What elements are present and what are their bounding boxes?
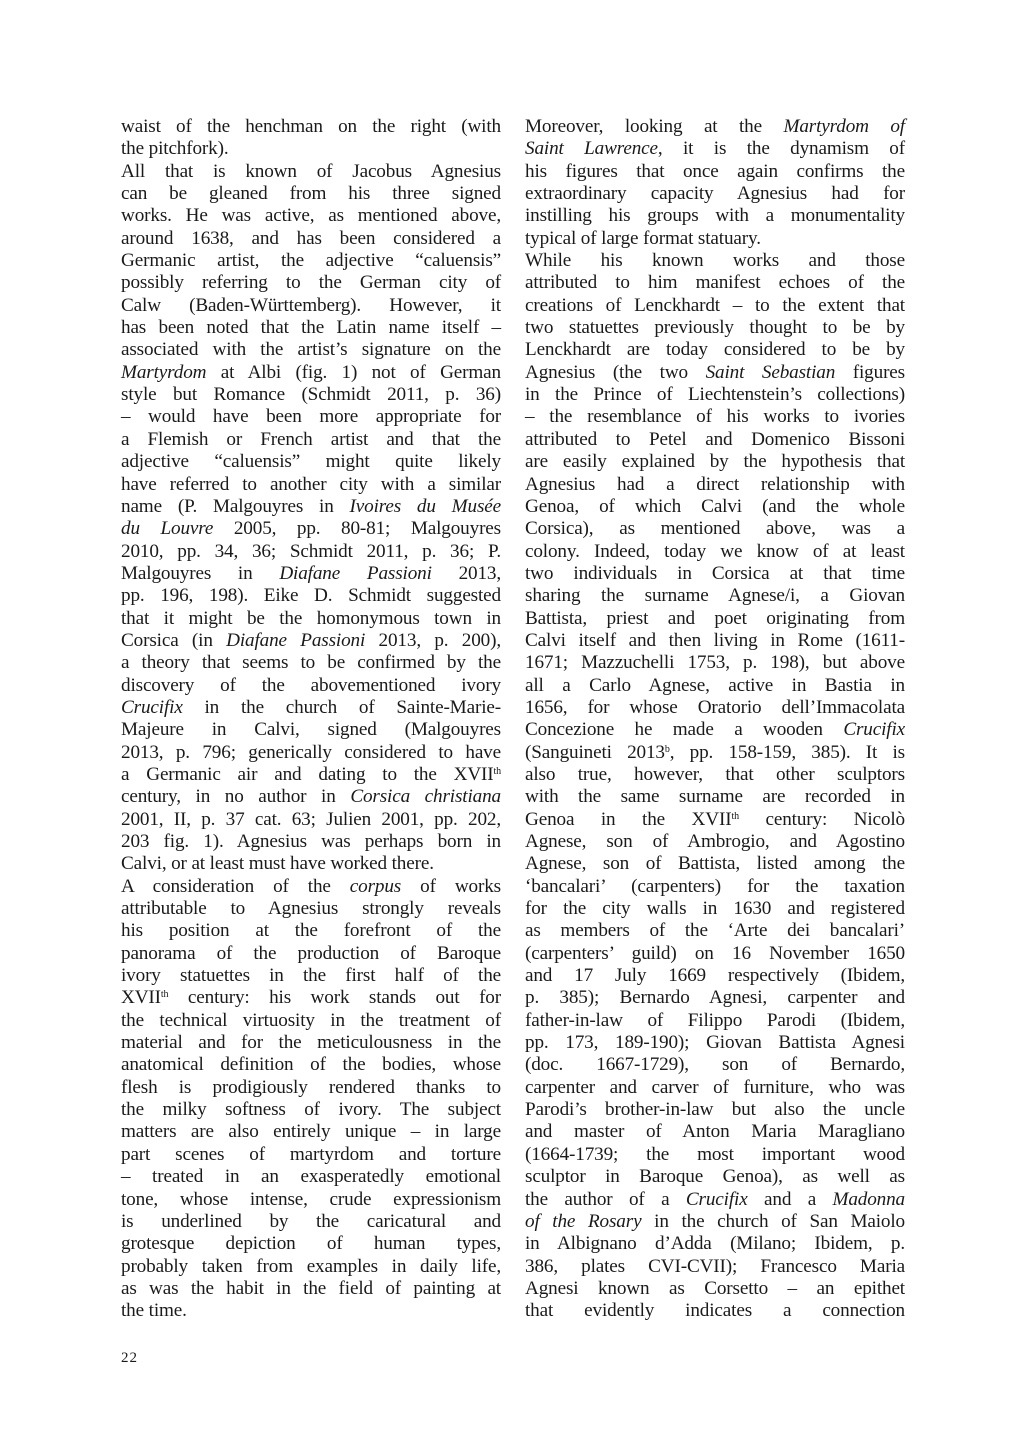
text-line (525, 496, 905, 518)
text-line (525, 451, 905, 473)
text-line (525, 541, 905, 563)
text-line (525, 965, 905, 987)
italic-title: of the Rosary (525, 1210, 642, 1232)
text-line (525, 1166, 905, 1188)
text-line (121, 987, 501, 1009)
text-line (121, 496, 501, 518)
text-line (525, 429, 905, 451)
text-line (525, 250, 905, 272)
italic-title: Martyrdom of (783, 116, 905, 137)
text-line (121, 1278, 501, 1300)
text-line (121, 608, 501, 630)
text-line (121, 451, 501, 473)
line-text: colony. Indeed, today we know of at least (525, 540, 905, 562)
line-text: Majeure in Calvi, signed (Malgouyres (121, 719, 501, 741)
text-line (525, 1189, 905, 1211)
line-text: 1656, for whose Oratorio dell’Immacolata (525, 696, 905, 718)
text-line (525, 1278, 905, 1300)
text-line (525, 1121, 905, 1143)
text-line (121, 362, 501, 384)
superscript: th (731, 810, 739, 822)
text-line (525, 1233, 905, 1255)
text-line (525, 1077, 905, 1099)
line-text: associated with the artist’s signature on the (121, 339, 501, 361)
line-text: waist of the henchman on the right (with (121, 116, 501, 137)
line-text: (Sanguineti 2013 (525, 741, 665, 763)
text-line (525, 295, 905, 317)
text-line (525, 1300, 905, 1322)
text-line (121, 965, 501, 987)
text-line (525, 585, 905, 607)
line-text: – the resemblance of his works to ivories (525, 406, 905, 428)
text-line (525, 630, 905, 652)
text-line (525, 563, 905, 585)
line-text: the technical virtuosity in the treatment of (121, 1009, 501, 1031)
line-text: carpenter and carver of furniture, who was (525, 1076, 905, 1098)
text-line (121, 652, 501, 674)
text-line (121, 429, 501, 451)
text-line (121, 1144, 501, 1166)
text-line (121, 1077, 501, 1099)
text-line (525, 518, 905, 540)
italic-title: Diafane Passioni (226, 629, 366, 651)
line-text: the time. (121, 1300, 187, 1322)
line-text: Parodi’s brother-in-law but also the uncle (525, 1099, 905, 1121)
text-line (525, 1144, 905, 1166)
line-text: the milky softness of ivory. The subject (121, 1099, 501, 1121)
line-text: 2001, II, p. 37 cat. 63; Julien 2001, pp. 202, (121, 808, 501, 830)
line-text: for the city walls in 1630 and registered (525, 898, 905, 920)
line-text: in Albignano d’Adda (Milano; Ibidem, p. (525, 1233, 905, 1255)
line-text: extraordinary capacity Agnesius had for (525, 183, 905, 205)
line-text: – treated in an exasperatedly emotional (121, 1166, 501, 1188)
line-text: name (P. Malgouyres in (121, 495, 350, 517)
line-text: Calvi itself and then living in Rome (1611- (525, 629, 905, 651)
line-text: sculptor in Baroque Genoa), as well as (525, 1166, 905, 1188)
line-text: Lenckhardt are today considered to be by (525, 339, 905, 361)
line-text: as was the habit in the field of painting at (121, 1277, 501, 1299)
text-line (121, 272, 501, 294)
text-line (121, 474, 501, 496)
line-text: (1664-1739; the most important wood (525, 1143, 905, 1165)
line-text: the author of a (525, 1188, 686, 1210)
line-text: , pp. 158-159, 385). It is (669, 741, 905, 763)
line-text: 2013, p. 796; generically considered to have (121, 741, 501, 763)
line-text: flesh is prodigiously rendered thanks to (121, 1076, 501, 1098)
italic-title: Crucifix (843, 719, 905, 741)
text-line (121, 809, 501, 831)
italic-title: Crucifix (685, 1188, 748, 1210)
text-line (525, 742, 905, 764)
line-text: ivory statuettes in the first half of the (121, 965, 501, 987)
text-line (121, 1121, 501, 1143)
line-text: 2013, p. 200), (365, 629, 501, 651)
text-line (525, 1099, 905, 1121)
line-text: and master of Anton Maria Maragliano (525, 1121, 905, 1143)
line-text: is underlined by the caricatural and (121, 1210, 501, 1232)
line-text: Genoa in the XVII (525, 808, 732, 830)
text-line (525, 1054, 905, 1076)
text-line (525, 675, 905, 697)
line-text: ‘bancalari’ (carpenters) for the taxation (525, 875, 905, 897)
text-line (121, 1233, 501, 1255)
line-text: XVII (121, 987, 161, 1009)
line-text: and a (747, 1188, 833, 1210)
text-line (525, 876, 905, 898)
line-text: Corsica (in (121, 629, 227, 651)
text-line (121, 697, 501, 719)
line-text: in the Prince of Liechtenstein’s collections) (525, 384, 905, 406)
text-line (525, 362, 905, 384)
text-line (121, 1166, 501, 1188)
text-line (525, 339, 905, 361)
text-line (121, 943, 501, 965)
line-text: discovery of the abovementioned ivory (121, 674, 501, 696)
line-text: a theory that seems to be confirmed by the (121, 652, 501, 674)
line-text: 2013, (431, 562, 501, 584)
italic-title: Crucifix (121, 696, 183, 718)
line-text: possibly referring to the German city of (121, 272, 501, 294)
text-line (121, 228, 501, 250)
line-text: Germanic artist, the adjective “caluensis” (121, 250, 501, 272)
line-text: attributed to him manifest echoes of the (525, 272, 905, 294)
text-line (525, 987, 905, 1009)
line-text: also true, however, that other sculptors (525, 763, 905, 785)
italic-title: Ivoires du Musée (349, 495, 501, 517)
text-line (525, 809, 905, 831)
text-line (121, 250, 501, 272)
text-line (525, 205, 905, 227)
superscript: b (664, 743, 670, 755)
text-line (121, 1211, 501, 1233)
line-text: attributable to Agnesius strongly reveals (121, 898, 501, 920)
line-text: Moreover, looking at the (525, 116, 784, 137)
line-text: his figures that once again confirms the (525, 160, 905, 182)
text-line (525, 1211, 905, 1233)
line-text: Battista, priest and poet originating from (525, 607, 905, 629)
text-line (525, 920, 905, 942)
line-text: (carpenters’ guild) on 16 November 1650 (525, 942, 905, 964)
text-line (525, 1010, 905, 1032)
text-line (121, 719, 501, 741)
line-text: two individuals in Corsica at that time (525, 562, 905, 584)
text-line (121, 161, 501, 183)
italic-title: Corsica christiana (350, 786, 501, 808)
line-text: in the church of San Maiolo (641, 1210, 906, 1232)
line-text: with the same surname are recorded in (525, 786, 905, 808)
text-line (121, 831, 501, 853)
line-text: style but Romance (Schmidt 2011, p. 36) (121, 384, 501, 406)
text-line (121, 1300, 501, 1322)
text-line (525, 183, 905, 205)
line-text: part scenes of martyrdom and torture (121, 1143, 501, 1165)
italic-title: corpus (349, 875, 402, 897)
line-text: 203 fig. 1). Agnesius was perhaps born in (121, 831, 501, 852)
line-text: A consideration of the (121, 875, 350, 897)
line-text: Agnesius (the two (525, 361, 706, 383)
line-text: 1671; Mazzuchelli 1753, p. 198), but above (525, 652, 905, 674)
line-text: (doc. 1667-1729), son of Bernardo, (525, 1054, 905, 1076)
text-line (121, 585, 501, 607)
text-line (121, 1010, 501, 1032)
line-text: of works (401, 875, 501, 897)
text-line (525, 317, 905, 339)
text-line (121, 563, 501, 585)
line-text: has been noted that the Latin name itself – (121, 317, 501, 339)
text-line (525, 384, 905, 406)
line-text: probably taken from examples in daily life, (121, 1255, 501, 1277)
superscript: th (493, 765, 501, 777)
line-text: and 17 July 1669 respectively (Ibidem, (525, 965, 905, 987)
line-text: grotesque depiction of human types, (121, 1233, 501, 1255)
text-line (525, 652, 905, 674)
text-line (121, 541, 501, 563)
text-line (525, 161, 905, 183)
line-text: Agnesius had a direct relationship with (525, 473, 905, 495)
line-text: pp. 196, 198). Eike D. Schmidt suggested (121, 585, 501, 607)
italic-title: Saint Lawrence (525, 138, 658, 160)
line-text: the pitchfork). (121, 138, 229, 160)
superscript: th (160, 989, 169, 1001)
text-line (525, 764, 905, 786)
line-text: century, in no author in (121, 786, 351, 808)
line-text: a Flemish or French artist and that the (121, 428, 501, 450)
page-number: 22 (121, 1350, 138, 1366)
line-text: Agnese, son of Ambrogio, and Agostino (525, 831, 905, 852)
line-text: While his known works and those (525, 250, 905, 272)
text-line (121, 764, 501, 786)
text-line (525, 406, 905, 428)
italic-title: Saint Sebastian (705, 361, 836, 383)
text-line (525, 1256, 905, 1278)
line-text: his position at the forefront of the (121, 920, 501, 942)
line-text: , it is the dynamism of (657, 138, 905, 160)
text-line (525, 697, 905, 719)
line-text: a Germanic air and dating to the XVII (121, 763, 494, 785)
text-line (525, 831, 905, 853)
line-text: instilling his groups with a monumentality (525, 205, 905, 227)
text-line (121, 853, 501, 875)
line-text: Malgouyres in (121, 562, 280, 584)
text-line (121, 1189, 501, 1211)
line-text: material and for the meticulousness in the (121, 1032, 501, 1054)
line-text: Calw (Baden-Württemberg). However, it (121, 294, 501, 316)
text-line (525, 116, 905, 138)
line-text: tone, whose intense, crude expressionism (121, 1188, 501, 1210)
text-line (121, 518, 501, 540)
text-line (525, 228, 905, 250)
text-line (121, 630, 501, 652)
text-line (121, 1256, 501, 1278)
text-line (121, 1032, 501, 1054)
line-text: 386, plates CVI-CVII); Francesco Maria (525, 1255, 905, 1277)
text-line (121, 406, 501, 428)
text-line (121, 786, 501, 808)
italic-title: Martyrdom (121, 361, 207, 383)
text-line (121, 1099, 501, 1121)
text-line (525, 719, 905, 741)
text-line (121, 116, 501, 138)
text-line (121, 339, 501, 361)
line-text: p. 385); Bernardo Agnesi, carpenter and (525, 987, 905, 1009)
line-text: in the church of Sainte-Marie- (182, 696, 501, 718)
line-text: Agnese, son of Battista, listed among the (525, 853, 905, 875)
text-line (121, 898, 501, 920)
line-text: adjective “caluensis” might quite likely (121, 451, 501, 473)
text-line (121, 1054, 501, 1076)
text-line (121, 742, 501, 764)
text-line (121, 138, 501, 160)
line-text: are easily explained by the hypothesis that (525, 451, 905, 473)
text-line (121, 384, 501, 406)
line-text: two statuettes previously thought to be by (525, 317, 905, 339)
line-text: Genoa, of which Calvi (and the whole (525, 495, 905, 517)
line-text: matters are also entirely unique – in large (121, 1121, 501, 1143)
text-line (525, 943, 905, 965)
text-line (121, 920, 501, 942)
text-line (525, 898, 905, 920)
italic-title: Madonna (832, 1188, 905, 1210)
line-text: as members of the ‘Arte dei bancalari’ (525, 920, 905, 942)
line-text: pp. 173, 189-190); Giovan Battista Agnesi (525, 1032, 905, 1054)
line-text: figures (835, 361, 905, 383)
text-line (121, 876, 501, 898)
line-text: Agnesi known as Corsetto – an epithet (525, 1277, 905, 1299)
text-line (525, 1032, 905, 1054)
text-line (121, 205, 501, 227)
line-text: all a Carlo Agnese, active in Bastia in (525, 674, 905, 696)
text-line (121, 183, 501, 205)
text-line (121, 675, 501, 697)
text-line (525, 474, 905, 496)
line-text: attributed to Petel and Domenico Bissoni (525, 428, 905, 450)
italic-title: du Louvre (121, 518, 214, 540)
italic-title: Diafane Passioni (279, 562, 432, 584)
line-text: Calvi, or at least must have worked there. (121, 853, 434, 875)
line-text: creations of Lenckhardt – to the extent that (525, 294, 905, 316)
line-text: – would have been more appropriate for (121, 406, 501, 428)
line-text: All that is known of Jacobus Agnesius (121, 160, 501, 182)
right-text-column (525, 116, 905, 1323)
line-text: century: his work stands out for (168, 987, 501, 1009)
text-line (121, 317, 501, 339)
line-text: sharing the surname Agnese/i, a Giovan (525, 585, 905, 607)
line-text: works. He was active, as mentioned above, (121, 205, 501, 227)
line-text: panorama of the production of Baroque (121, 942, 501, 964)
text-line (525, 608, 905, 630)
line-text: 2005, pp. 80-81; Malgouyres (213, 518, 501, 540)
text-line (525, 138, 905, 160)
line-text: can be gleaned from his three signed (121, 183, 501, 205)
line-text: have referred to another city with a similar (121, 473, 501, 495)
left-text-column (121, 116, 501, 1323)
text-line (525, 786, 905, 808)
line-text: Corsica), as mentioned above, was a (525, 518, 905, 540)
line-text: around 1638, and has been considered a (121, 227, 501, 249)
line-text: Concezione he made a wooden (525, 719, 844, 741)
line-text: 2010, pp. 34, 36; Schmidt 2011, p. 36; P. (121, 540, 501, 562)
line-text: that evidently indicates a connection (525, 1300, 905, 1322)
line-text: typical of large format statuary. (525, 227, 761, 249)
text-line (525, 853, 905, 875)
line-text: century: Nicolò (738, 808, 905, 830)
line-text: that it might be the homonymous town in (121, 607, 501, 629)
text-line (121, 295, 501, 317)
line-text: at Albi (fig. 1) not of German (206, 361, 501, 383)
line-text: father-in-law of Filippo Parodi (Ibidem, (525, 1009, 905, 1031)
line-text: anatomical definition of the bodies, whose (121, 1054, 501, 1076)
text-line (525, 272, 905, 294)
